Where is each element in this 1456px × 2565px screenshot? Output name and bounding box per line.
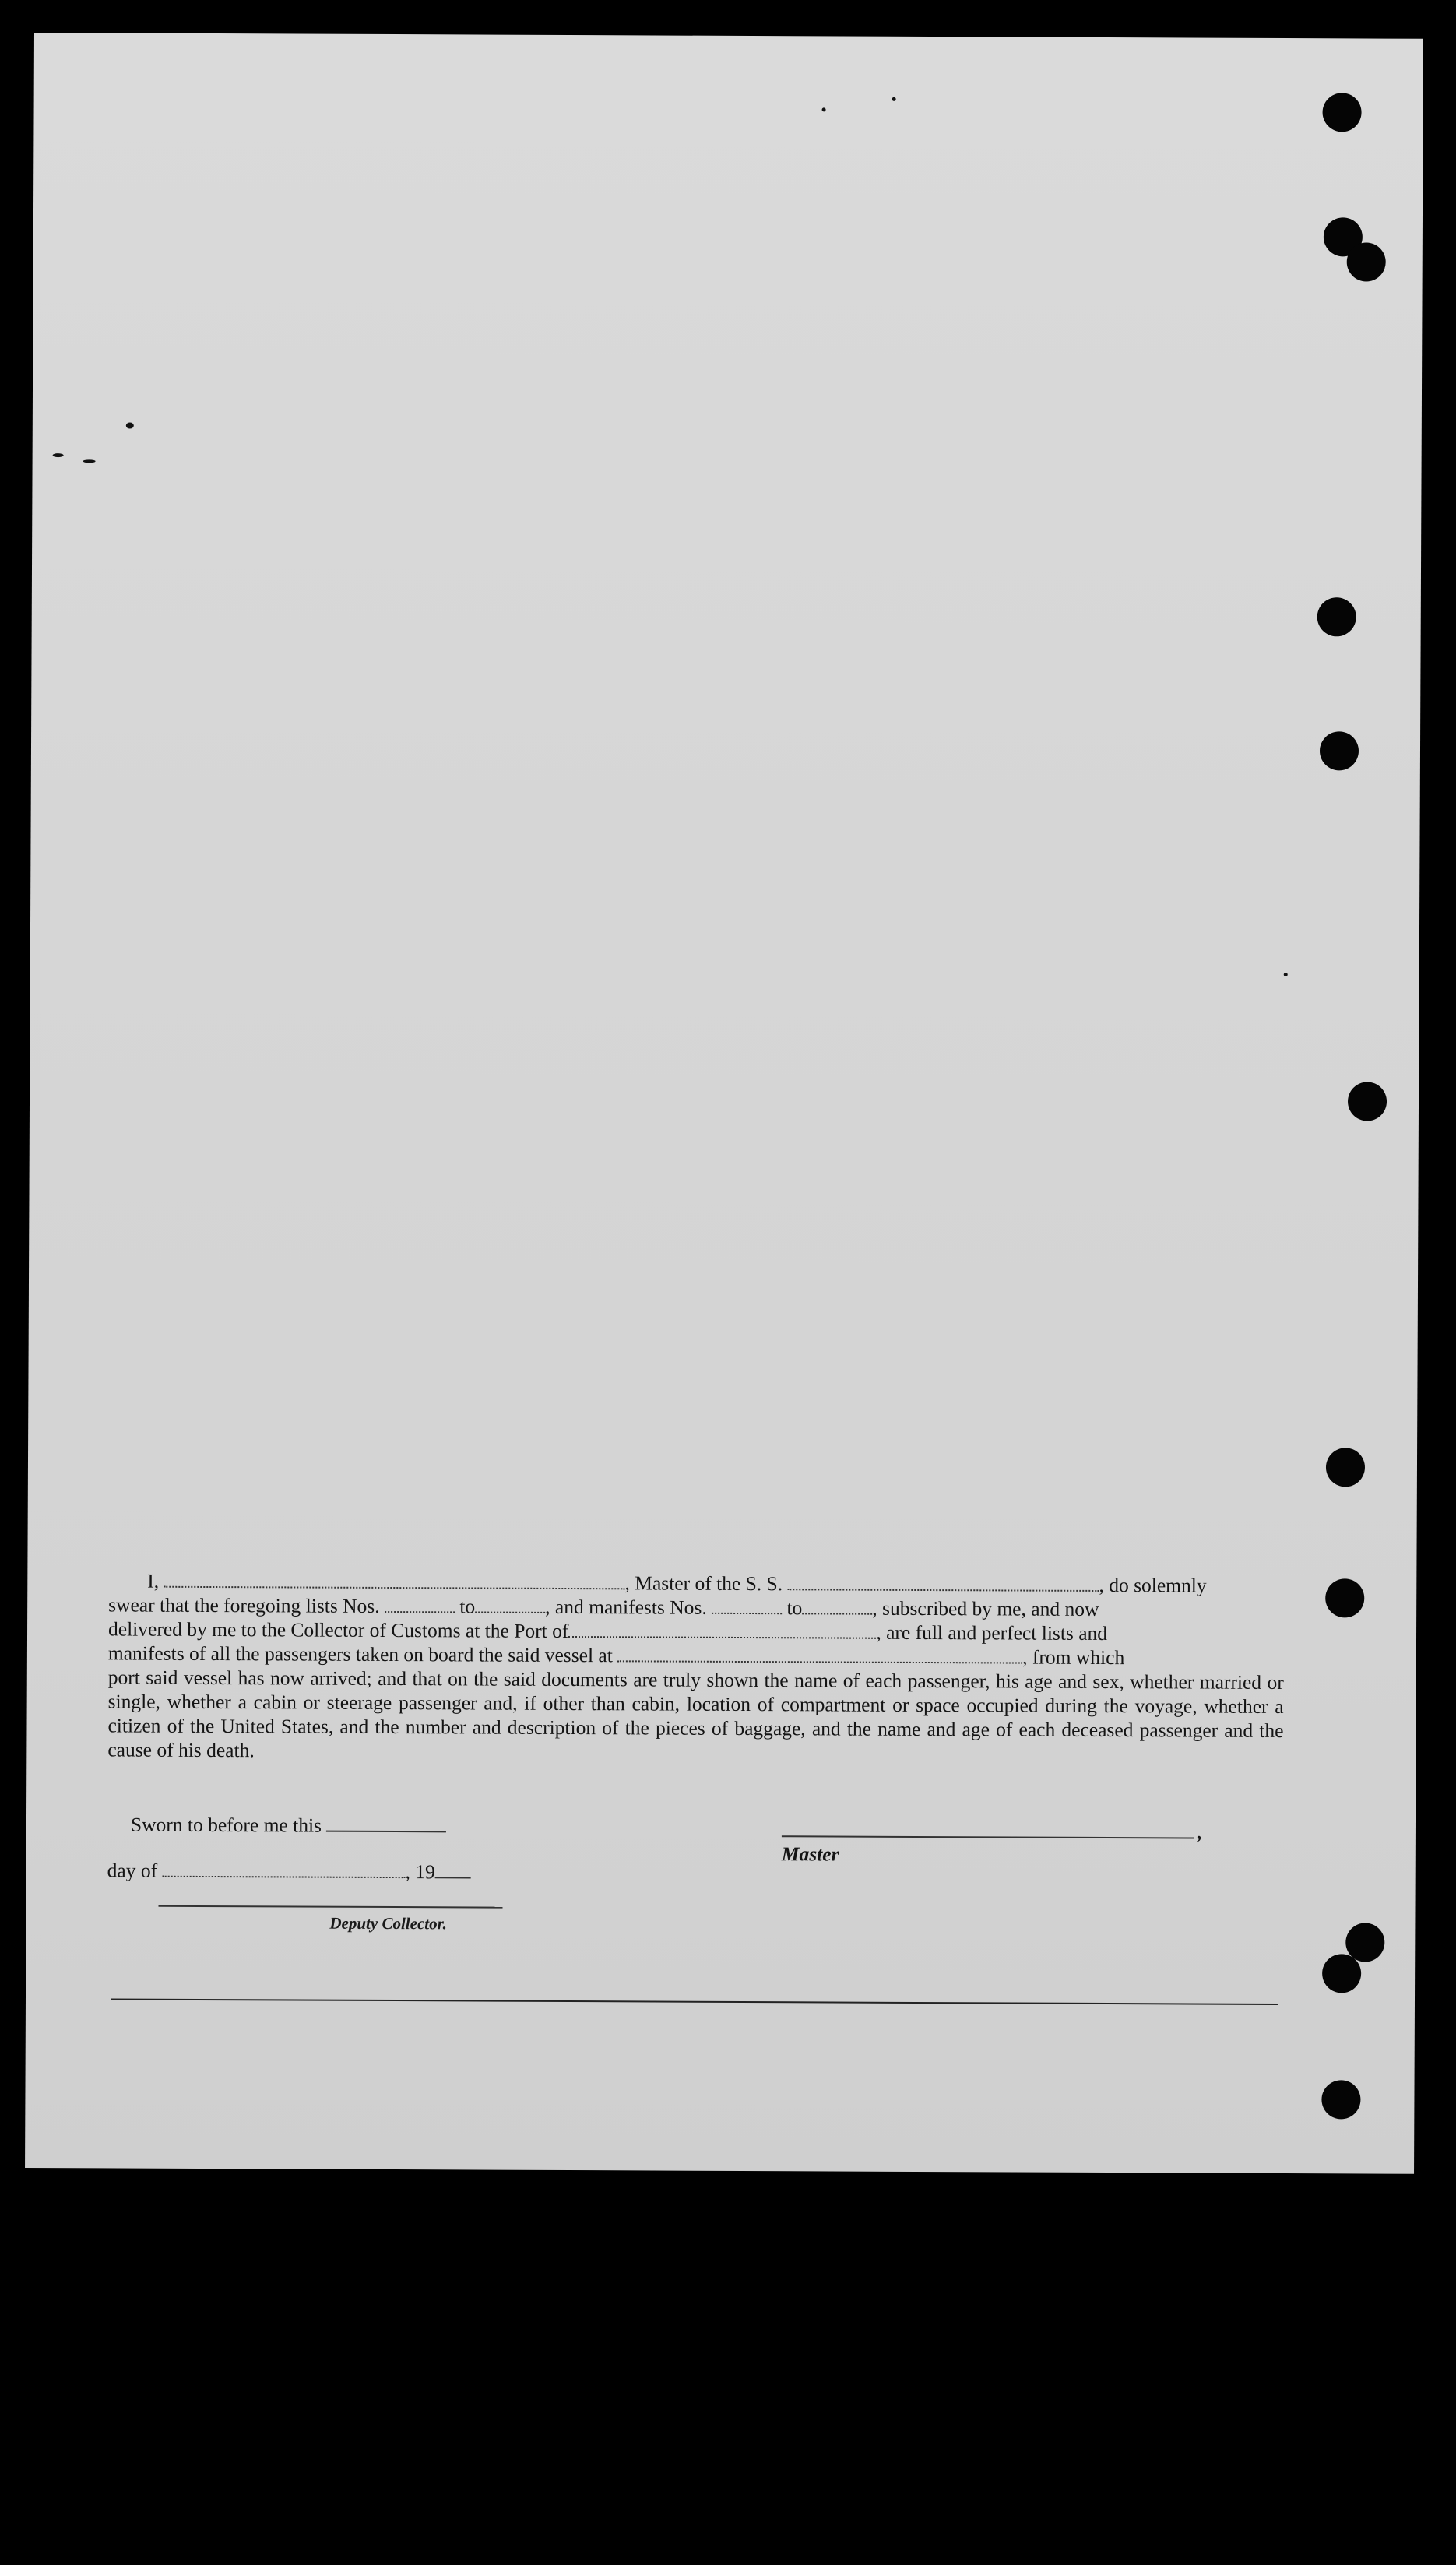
speck [126,423,134,429]
deputy-collector-label: Deputy Collector. [329,1913,447,1933]
punch-hole [1347,242,1386,281]
sworn-date-blank [326,1817,446,1833]
bottom-divider [111,1998,1278,2005]
manifest-sheet [25,33,1423,2174]
punch-hole [1320,731,1359,770]
oath-text: swear that the foregoing lists Nos. [108,1593,380,1617]
oath-text: manifests of all the passengers taken on board the said vessel at [107,1641,613,1667]
day-of-line [107,1859,471,1884]
oath-text: , subscribed by me, and now [872,1596,1099,1620]
oath-text: , and manifests Nos. [545,1595,707,1619]
speck [1284,973,1288,976]
speck [822,107,826,111]
oath-line-rest: port said vessel has now arrived; and that on the said documents are truly shown the name of each passenger, his age and sex, whether married or single, whether a cabin or steerage passenger and, if other than cabin, location of compartment or space occupied during the voyage, whether a citizen of the United States, and the number and description of the pieces of baggage, and the name and age of each deceased passenger and the cause of his death. [107,1666,1284,1762]
speck [892,97,896,101]
punch-hole [1321,2080,1360,2119]
port-blank [568,1622,876,1639]
year-prefix: , 19 [405,1860,435,1884]
oath-text: , do solemnly [1099,1573,1207,1597]
year-blank [435,1863,471,1878]
oath-text: to [459,1595,476,1618]
oath-text: delivered by me to the Collector of Customs at the Port of [107,1617,569,1643]
punch-hole [1325,1578,1364,1617]
speck [53,453,64,457]
deputy-signature-rule [159,1905,503,1909]
punch-hole [1322,93,1361,132]
oath-text: , from which [1022,1645,1125,1670]
day-of-label: day of [107,1859,158,1882]
oath-paragraph [107,1568,1284,1767]
punch-hole [1348,1082,1387,1121]
oath-text: , are full and perfect lists and [876,1620,1108,1645]
manifest-to-blank [802,1599,872,1614]
month-blank [162,1862,405,1878]
master-signature-rule [782,1835,1194,1838]
vessel-blank [787,1575,1099,1592]
name-blank [164,1572,625,1590]
speck [83,459,96,463]
sworn-label: Sworn to before me this [130,1813,322,1837]
oath-text: to [786,1596,803,1620]
punch-hole [1322,1954,1361,1993]
sworn-line [131,1814,447,1838]
master-signature-line [782,1819,1218,1867]
punch-hole [1326,1448,1365,1487]
punch-hole [1317,597,1356,636]
list-from-blank [385,1597,455,1613]
master-label: , Master [781,1821,1203,1866]
list-to-blank [475,1597,545,1613]
embark-port-blank [617,1646,1022,1663]
manifest-from-blank [712,1599,782,1614]
oath-text: , Master of the S. S. [624,1571,783,1596]
oath-text: I, [147,1569,160,1592]
